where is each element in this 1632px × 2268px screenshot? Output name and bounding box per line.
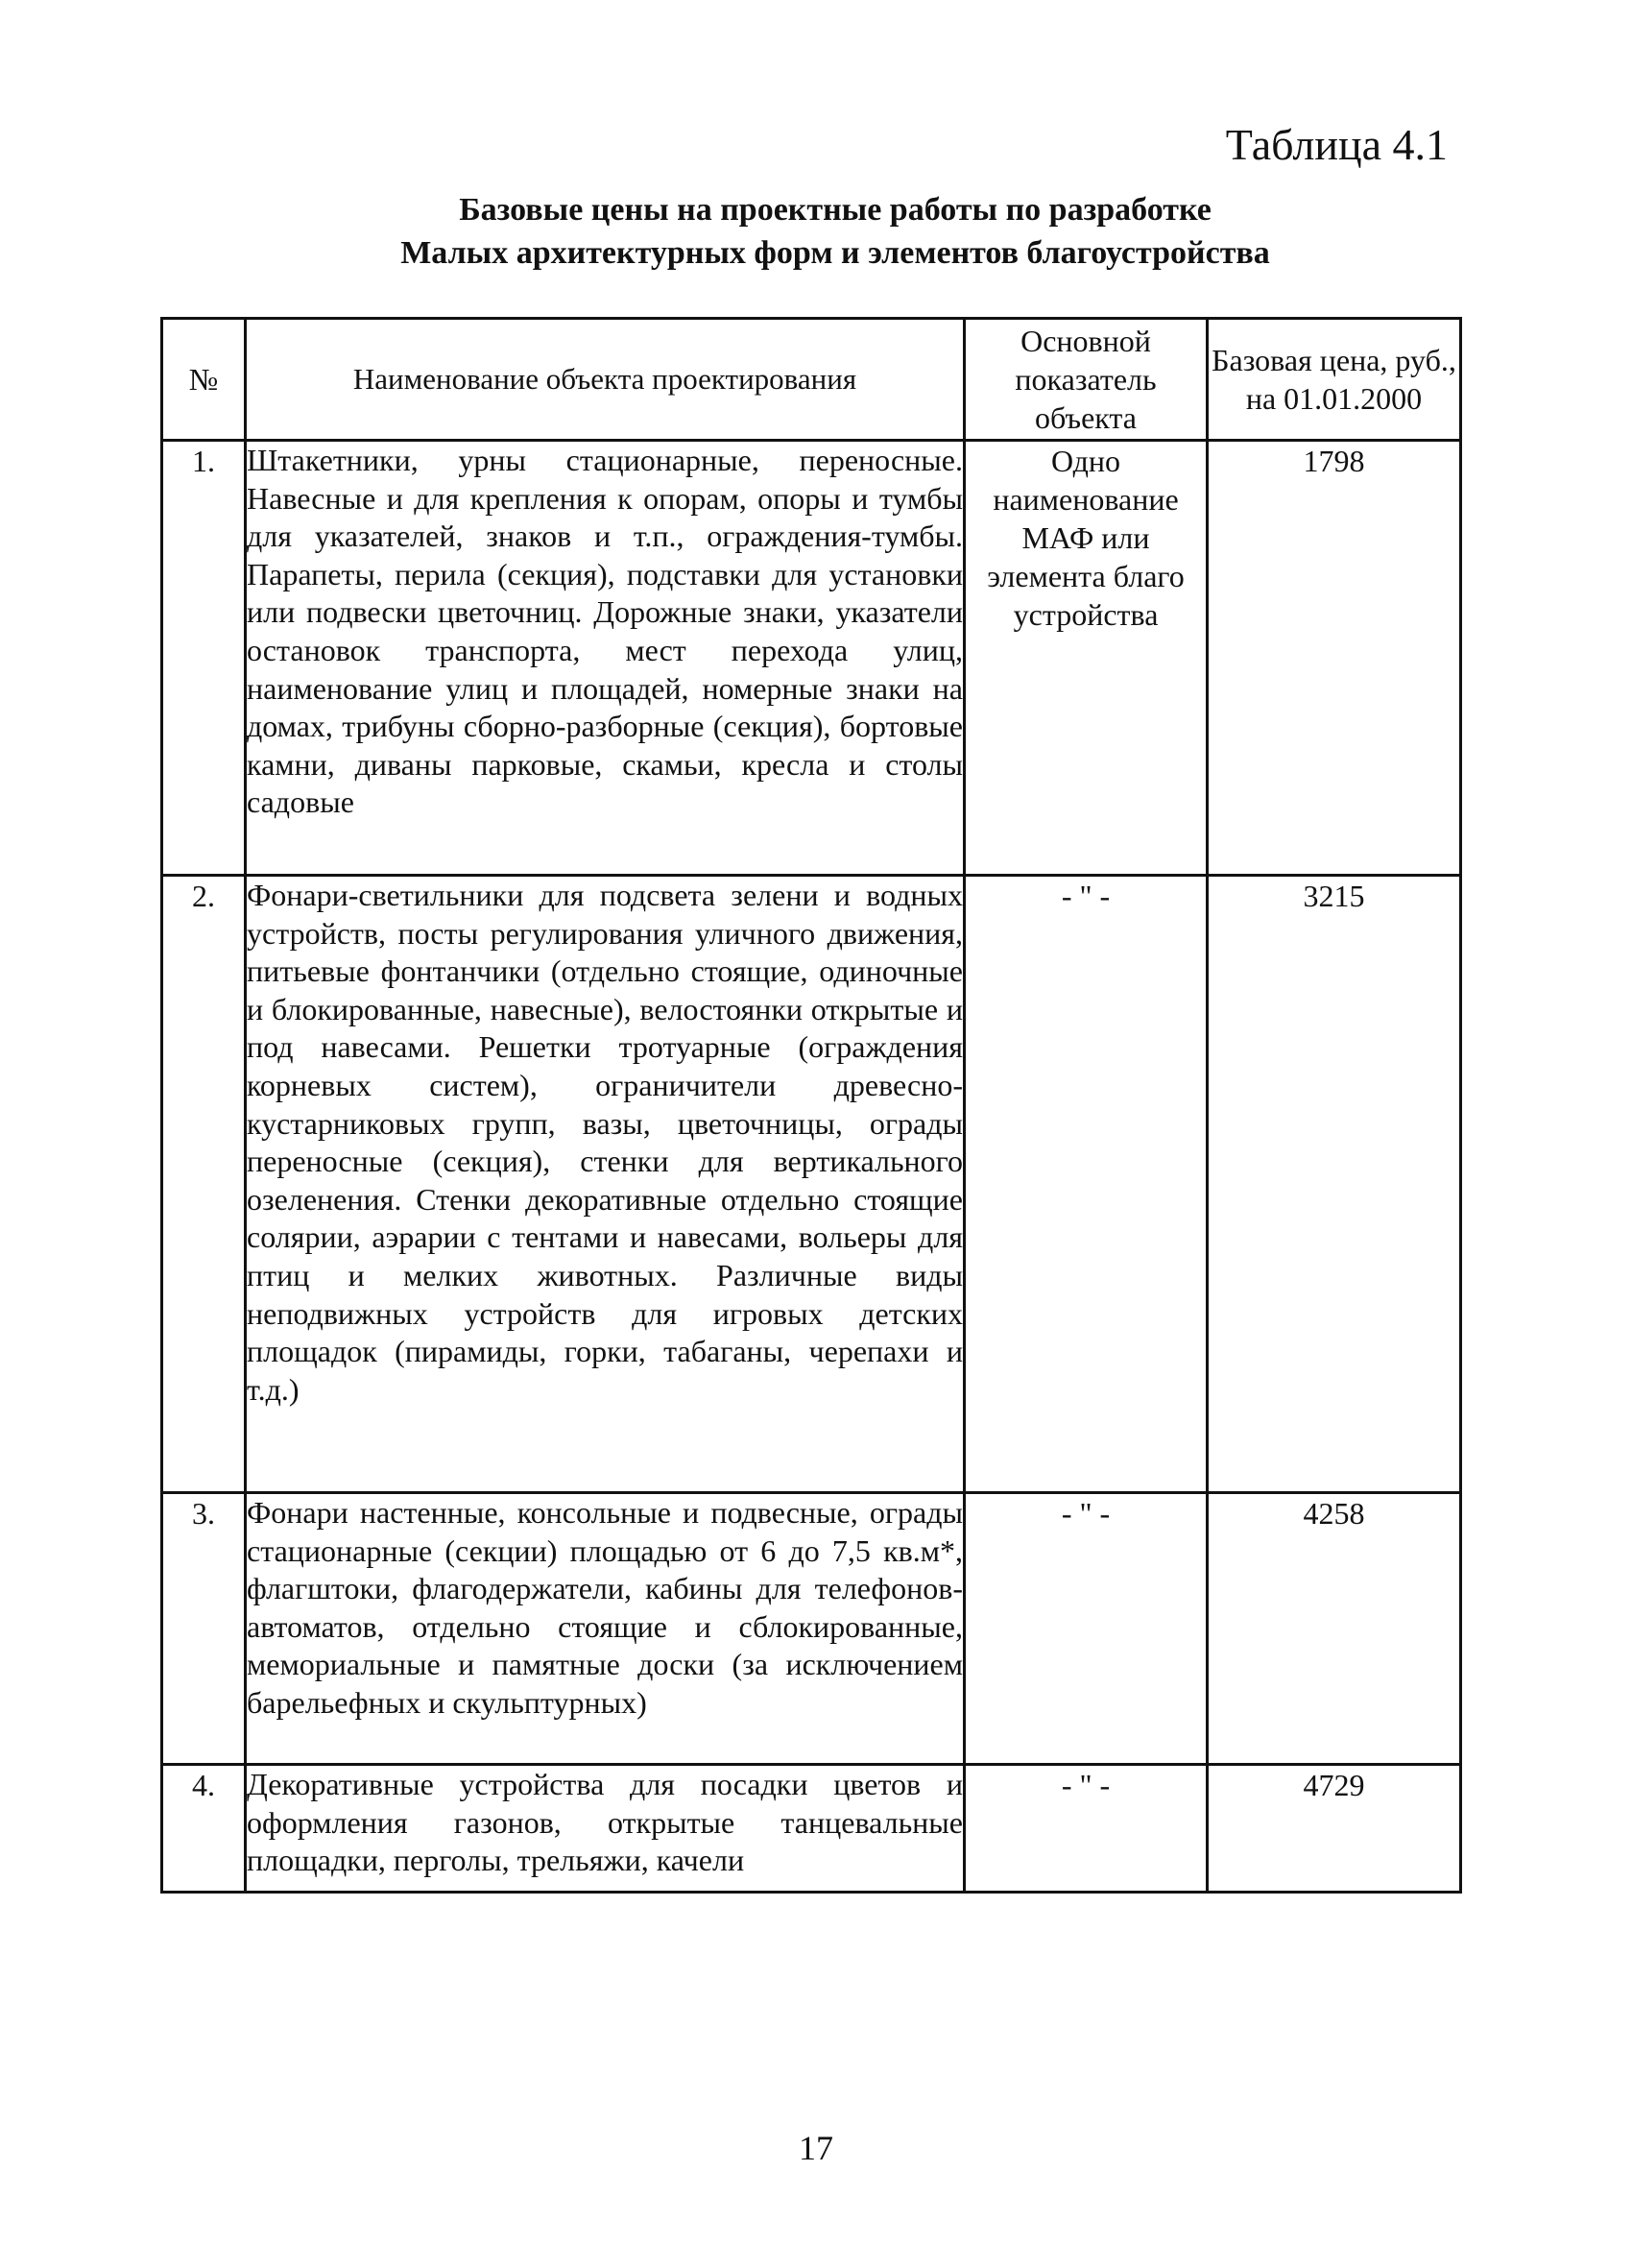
- row-indicator: - " -: [965, 876, 1208, 1493]
- header-base-price: Базовая цена, руб., на 01.01.2000: [1208, 319, 1461, 441]
- row-description: Фонари настенные, консольные и подвесные, ограды стационарные (секции) площадью от 6 до 7,5 кв.м*, флагштоки, флагодержатели, кабины для телефонов-автоматов, отдельно стоящие и сблокированные, мемориальные и памятные доски (за исключением барельефных и скульптурных): [246, 1493, 965, 1765]
- row-price: 4729: [1208, 1765, 1461, 1893]
- table-row: [162, 876, 1461, 1493]
- table-label: Таблица 4.1: [1225, 120, 1448, 169]
- row-description: Декоративные устройства для посадки цветов и оформления газонов, открытые танцевальные площадки, перголы, трельяжи, качели: [246, 1765, 965, 1893]
- row-description: Штакетники, урны стационарные, переносные. Навесные и для крепления к опорам, опоры и тумбы для указателей, знаков и т.п., ограждения-тумбы. Парапеты, перила (секция), подставки для установки или подвески цветочниц. Дорожные знаки, указатели остановок транспорта, мест перехода улиц, наименование улиц и площадей, номерные знаки на домах, трибуны сборно-разборные (секция), бортовые камни, диваны парковые, скамьи, кресла и столы садовые: [246, 441, 965, 876]
- header-number: №: [162, 319, 246, 441]
- row-indicator: - " -: [965, 1493, 1208, 1765]
- row-number: 4.: [162, 1765, 246, 1893]
- row-price: 3215: [1208, 876, 1461, 1493]
- row-number: 1.: [162, 441, 246, 876]
- row-indicator: - " -: [965, 1765, 1208, 1893]
- price-table: [160, 317, 1462, 1894]
- row-description: Фонари-светильники для подсвета зелени и водных устройств, посты регулирования уличного движения, питьевые фонтанчики (отдельно стоящие, одиночные и блокированные, навесные), велостоянки открытые и под навесами. Решетки тротуарные (ограждения корневых систем), ограничители древесно-кустарниковых групп, вазы, цветочницы, ограды переносные (секция), стенки для вертикального озеленения. Стенки декоративные отдельно стоящие солярии, аэрарии с тентами и навесами, вольеры для птиц и мелких животных. Различные виды неподвижных устройств для игровых детских площадок (пирамиды, горки, табаганы, черепахи и т.д.): [246, 876, 965, 1493]
- row-indicator: Одно наименование МАФ или элемента благо устройства: [965, 441, 1208, 876]
- header-object-name: Наименование объекта проектирования: [246, 319, 965, 441]
- document-title: [288, 188, 1382, 275]
- title-line-1: Базовые цены на проектные работы по разработке: [459, 192, 1212, 228]
- row-price: 4258: [1208, 1493, 1461, 1765]
- row-price: 1798: [1208, 441, 1461, 876]
- table-row: [162, 441, 1461, 876]
- table-row: [162, 1493, 1461, 1765]
- row-number: 2.: [162, 876, 246, 1493]
- title-line-2: Малых архитектурных форм и элементов благоустройства: [400, 235, 1270, 271]
- header-indicator: Основной показатель объекта: [965, 319, 1208, 441]
- row-number: 3.: [162, 1493, 246, 1765]
- table-row: [162, 1765, 1461, 1893]
- page-number: 17: [799, 2129, 833, 2167]
- table-header-row: [162, 319, 1461, 441]
